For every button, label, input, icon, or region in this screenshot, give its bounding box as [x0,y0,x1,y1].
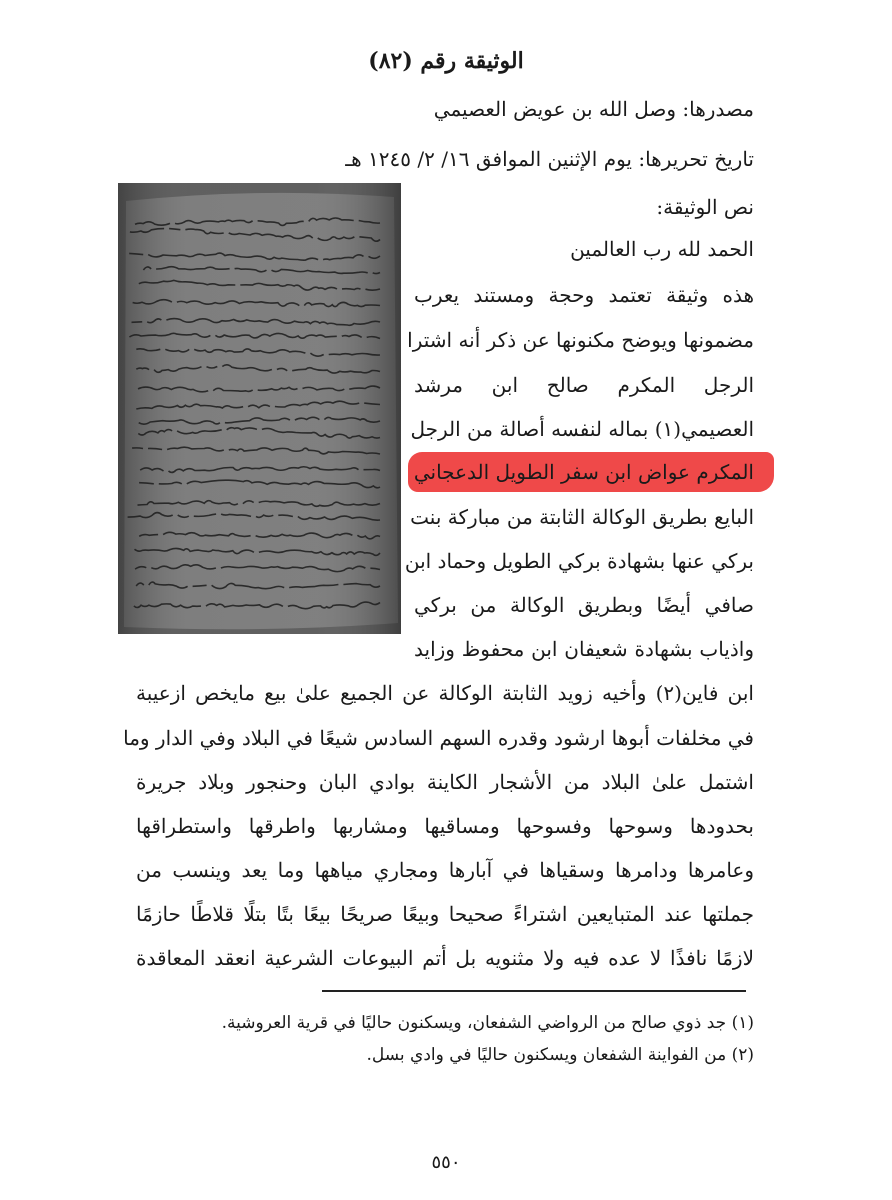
body-line: بحدودها وسوحها وفسوحها ومساقيها ومشاربها واطرقها واستطراقها [136,814,754,838]
manuscript-image [118,183,401,634]
body-line: ابن فاين(٢) وأخيه زويد الثابتة الوكالة عن الجميع علىٰ بيع مايخص ازعيبة [136,681,754,705]
body-line: مضمونها ويوضح مكنونها عن ذكر أنه اشترا [407,328,754,352]
body-line: العصيمي(١) بماله لنفسه أصالة من الرجل [410,417,754,441]
page-number: ٥٥٠ [431,1152,461,1173]
document-date: تاريخ تحريرها: يوم الإثنين الموافق ١٦/ ٢/ ١٢٤٥ هـ [345,147,754,171]
body-line: في مخلفات أبوها ارشود وقدره السهم السادس شيعًا في البلاد وفي الدار وما [123,726,754,750]
body-line: الرجل المكرم صالح ابن مرشد [414,373,754,397]
document-opening: الحمد لله رب العالمين [570,237,754,261]
footnote-1: (١) جد ذوي صالح من الرواضي الشفعان، ويسكنون حاليًا في قرية العروشية. [221,1013,754,1033]
body-line: جملتها عند المتبايعين اشتراءً صحيحا وبيعًا صريحًا بيعًا بتًا بتلًا قلاطًا حازمًا [136,902,754,926]
body-line: البايع بطريق الوكالة الثابتة من مباركة بنت [410,505,754,529]
body-line: واذياب بشهادة شعيفان ابن محفوظ وزايد [414,637,754,661]
document-text-label: نص الوثيقة: [656,195,754,219]
footnote-2: (٢) من الفواينة الشفعان ويسكنون حاليًا في وادي بسل. [366,1045,754,1065]
document-title: الوثيقة رقم (٨٢) [368,48,524,74]
body-line: اشتمل علىٰ البلاد من الأشجار الكاينة بوادي البان وحنجور وبلاد جريرة [136,770,754,794]
highlighted-body-line: المكرم عواض ابن سفر الطويل الدعجاني [413,460,754,484]
document-source: مصدرها: وصل الله بن عويض العصيمي [433,97,754,121]
footnote-divider [322,990,746,992]
body-line: بركي عنها بشهادة بركي الطويل وحماد ابن [404,549,754,573]
body-line: هذه وثيقة تعتمد وحجة ومستند يعرب [414,283,754,307]
body-line: لازمًا نافذًا لا عده فيه ولا مثنويه بل أتم البيوعات الشرعية انعقد المعاقدة [136,946,754,970]
body-line: صافي أيضًا وبطريق الوكالة من بركي [414,593,754,617]
manuscript-photo [118,183,401,634]
body-line: وعامرها ودامرها وسقياها في آبارها ومجاري مياهها وما يعد وينسب من [136,858,754,882]
